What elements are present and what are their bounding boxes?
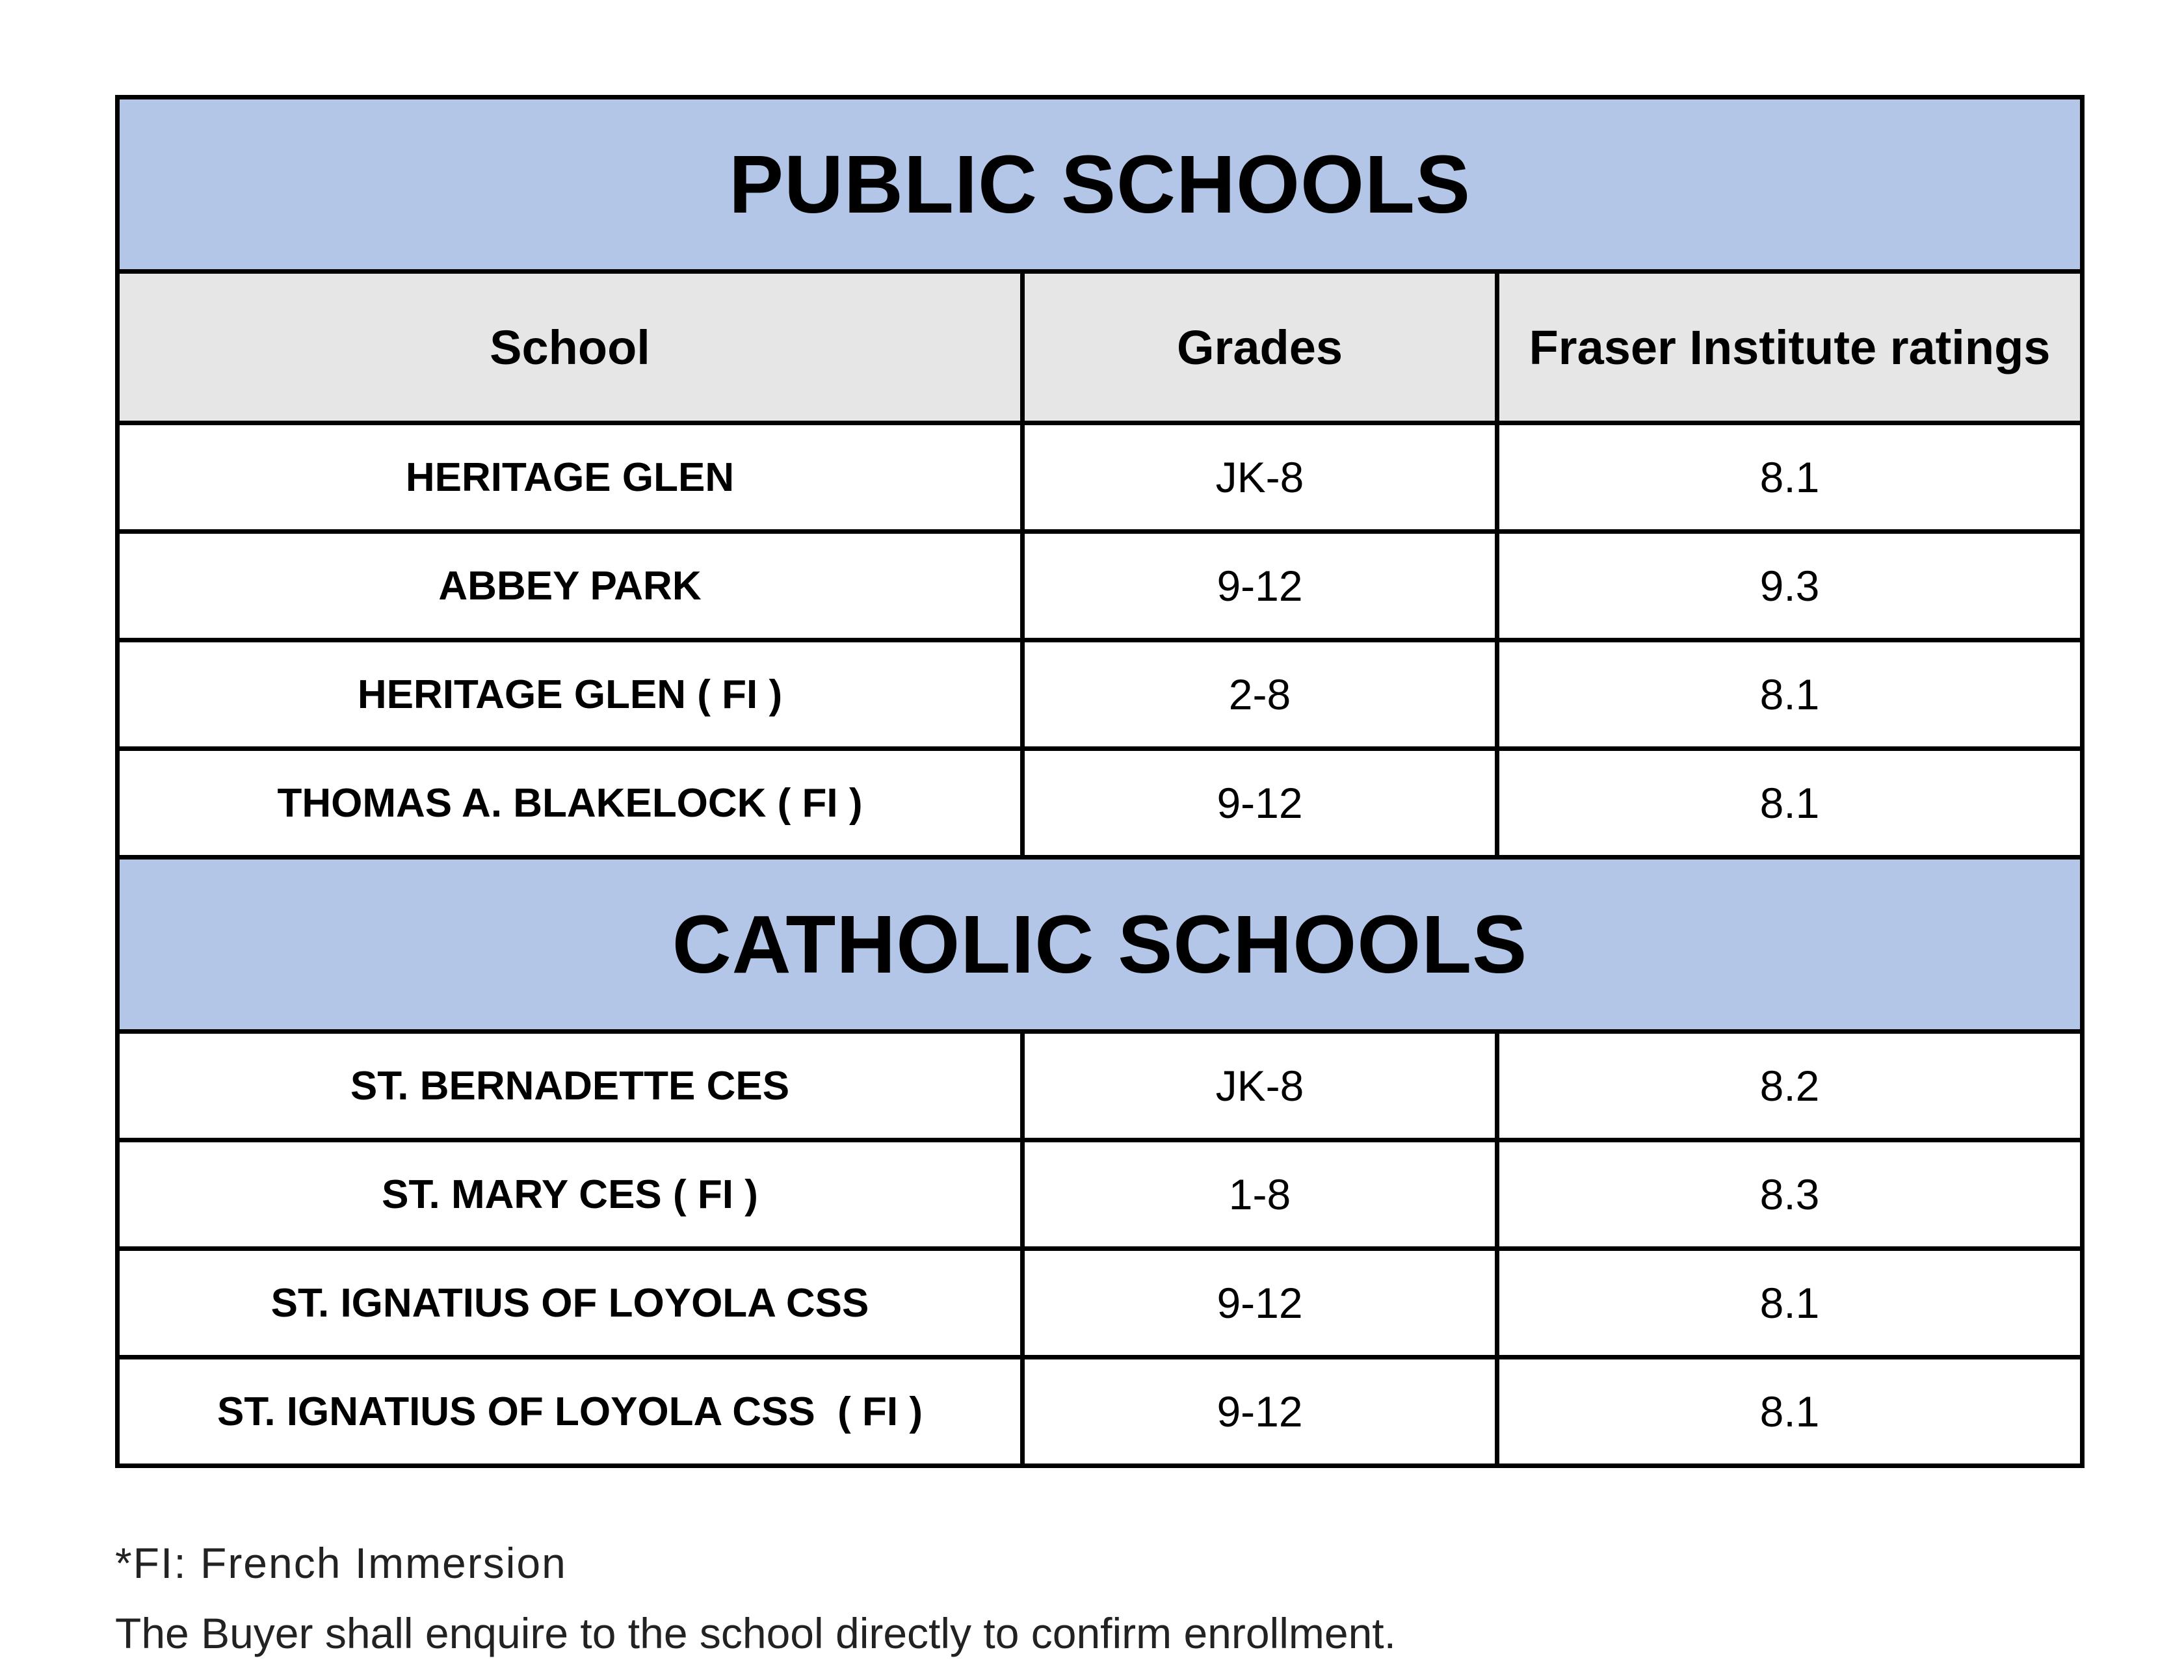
- rating-cell: 8.1: [1497, 1249, 2083, 1358]
- column-header-school: School: [118, 272, 1023, 423]
- grades-cell: 9-12: [1023, 1358, 1497, 1466]
- school-name-cell: ABBEY PARK: [118, 532, 1023, 640]
- school-name-cell: ST. IGNATIUS OF LOYOLA CSS: [118, 1249, 1023, 1358]
- grades-cell: 2-8: [1023, 640, 1497, 749]
- table-row: [118, 532, 2083, 640]
- table-row: [118, 423, 2083, 532]
- school-name-cell: HERITAGE GLEN ( FI ): [118, 640, 1023, 749]
- school-name-cell: THOMAS A. BLAKELOCK ( FI ): [118, 749, 1023, 858]
- grades-cell: JK-8: [1023, 1032, 1497, 1140]
- catholic-schools-section-header: [118, 858, 2083, 1032]
- schools-table: [115, 95, 2085, 1468]
- rating-cell: 9.3: [1497, 532, 2083, 640]
- public-schools-section-header: [118, 98, 2083, 272]
- table-row: [118, 640, 2083, 749]
- table-row: [118, 1140, 2083, 1249]
- column-header-row: [118, 272, 2083, 423]
- rating-cell: 8.2: [1497, 1032, 2083, 1140]
- school-name-cell: ST. MARY CES ( FI ): [118, 1140, 1023, 1249]
- table-row: [118, 1032, 2083, 1140]
- grades-cell: 9-12: [1023, 1249, 1497, 1358]
- fi-legend-note: *FI: French Immersion: [115, 1539, 567, 1587]
- catholic-schools-title: CATHOLIC SCHOOLS: [118, 858, 2083, 1032]
- table-row: [118, 1358, 2083, 1466]
- public-schools-title: PUBLIC SCHOOLS: [118, 98, 2083, 272]
- column-header-rating: Fraser Institute ratings: [1497, 272, 2083, 423]
- column-header-grades: Grades: [1023, 272, 1497, 423]
- footnotes: [115, 1528, 1396, 1668]
- grades-cell: 9-12: [1023, 532, 1497, 640]
- table-row: [118, 749, 2083, 858]
- school-name-cell: HERITAGE GLEN: [118, 423, 1023, 532]
- rating-cell: 8.1: [1497, 1358, 2083, 1466]
- rating-cell: 8.1: [1497, 640, 2083, 749]
- school-name-cell: ST. BERNADETTE CES: [118, 1032, 1023, 1140]
- table-row: [118, 1249, 2083, 1358]
- school-name-cell: ST. IGNATIUS OF LOYOLA CSS ( FI ): [118, 1358, 1023, 1466]
- rating-cell: 8.1: [1497, 749, 2083, 858]
- enrollment-disclaimer: The Buyer shall enquire to the school directly to confirm enrollment.: [115, 1609, 1396, 1657]
- rating-cell: 8.3: [1497, 1140, 2083, 1249]
- grades-cell: 9-12: [1023, 749, 1497, 858]
- grades-cell: 1-8: [1023, 1140, 1497, 1249]
- grades-cell: JK-8: [1023, 423, 1497, 532]
- rating-cell: 8.1: [1497, 423, 2083, 532]
